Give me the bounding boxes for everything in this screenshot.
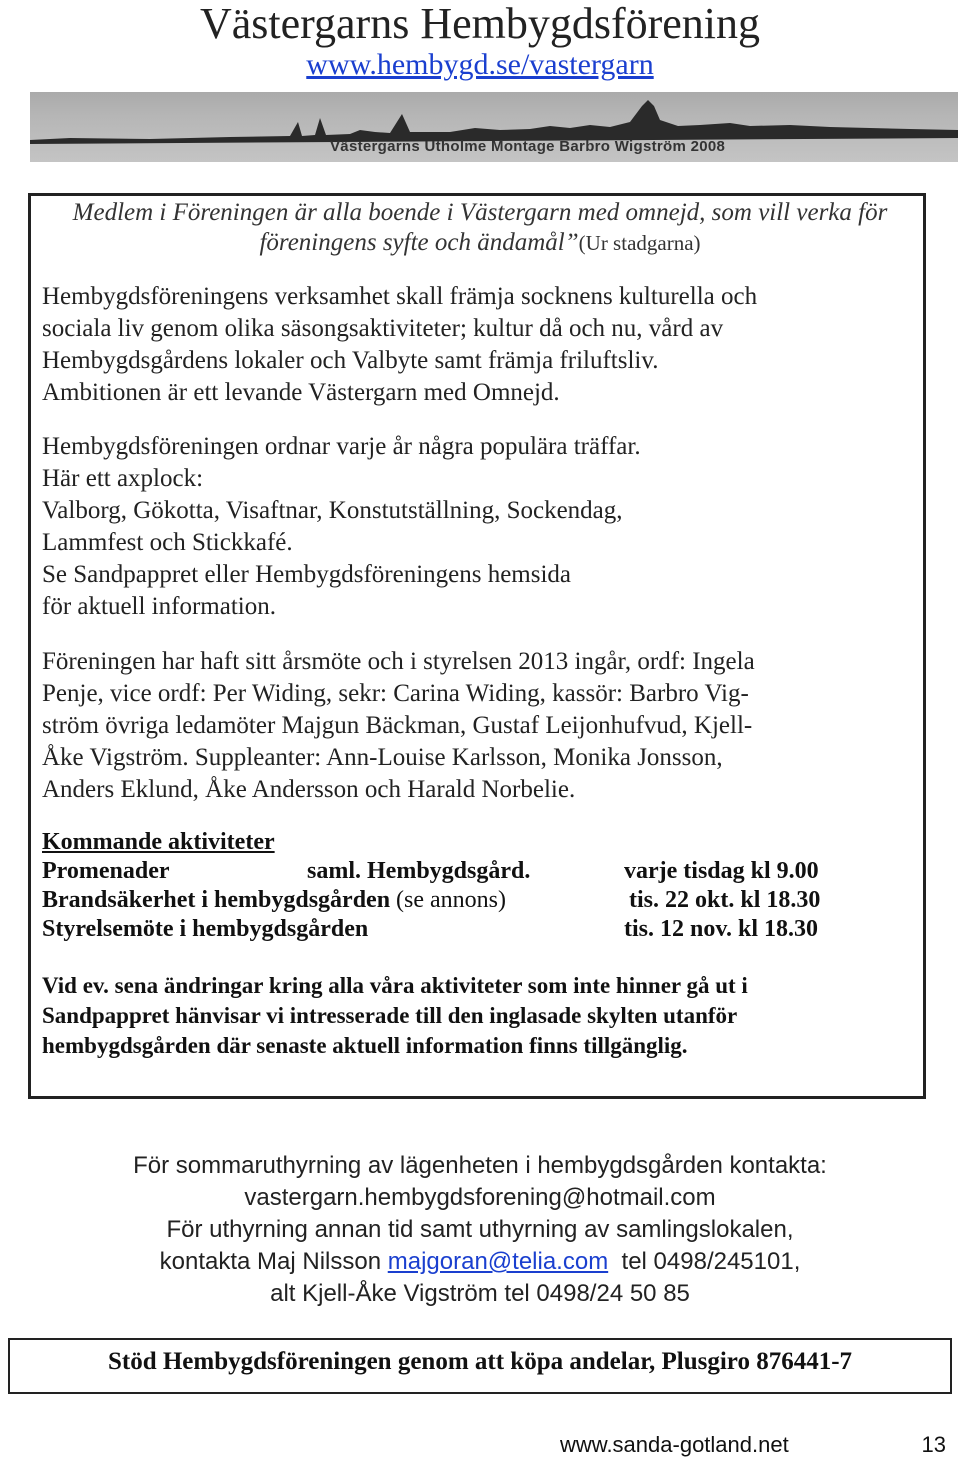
silhouette-banner-image xyxy=(30,92,958,162)
changes-notice xyxy=(42,971,912,1061)
contact-name: kontakta Maj Nilsson xyxy=(159,1248,382,1275)
activity-time: tis. 12 nov. kl 18.30 xyxy=(624,916,819,942)
activities-heading: Kommande aktiviteter xyxy=(42,829,275,855)
events-paragraph xyxy=(42,431,912,623)
text-line: Anders Eklund, Åke Andersson och Harald Norbelie. xyxy=(42,776,576,803)
activity-time: varje tisdag kl 9.00 xyxy=(624,858,819,884)
rental-contact xyxy=(0,1150,960,1310)
activity-row xyxy=(42,886,912,915)
intro-quote-source: (Ur stadgarna) xyxy=(578,231,701,255)
text-line: Föreningen har haft sitt årsmöte och i styrelsen 2013 ingår, ordf: Ingela xyxy=(42,648,755,675)
website-url xyxy=(0,48,960,82)
phone-number: tel 0498/245101, xyxy=(621,1248,801,1275)
activity-name: Promenader xyxy=(42,858,170,884)
text-line: sociala liv genom olika säsongsaktiviteter; kultur då och nu, vård av xyxy=(42,315,724,342)
footer-url: www.sanda-gotland.net xyxy=(560,1432,789,1457)
banner-caption: Västergarns Utholme Montage Barbro Wigström 2008 xyxy=(330,138,726,155)
activity-name: Styrelsemöte i hembygdsgården xyxy=(42,916,369,942)
activity-row xyxy=(42,915,912,944)
text-line: Hembygdsföreningens verksamhet skall främja socknens kulturella och xyxy=(42,283,758,310)
text-line: Se Sandpappret eller Hembygdsföreningens hemsida xyxy=(42,561,572,588)
text-line: Hembygdsföreningen ordnar varje år några populära träffar. xyxy=(42,433,641,460)
text-line: Här ett axplock: xyxy=(42,465,204,492)
activity-note: (se annons) xyxy=(396,887,507,913)
text-line: Penje, vice ordf: Per Widing, sekr: Carina Widing, kassör: Barbro Vig- xyxy=(42,680,749,707)
text-line xyxy=(0,1246,960,1278)
page-title: Västergarns Hembygdsförening xyxy=(199,0,761,48)
text-line: För uthyrning annan tid samt uthyrning av samlingslokalen, xyxy=(166,1216,794,1243)
text-line: Valborg, Gökotta, Visaftnar, Konstutställning, Sockendag, xyxy=(42,497,623,524)
text-line: Sandpappret hänvisar vi intresserade till den inglasade skylten utanför xyxy=(42,1003,738,1028)
support-banner: Stöd Hembygdsföreningen genom att köpa andelar, Plusgiro 876441-7 xyxy=(8,1338,952,1394)
text-line: ström övriga ledamöter Majgun Bäckman, Gustaf Leijonhufvud, Kjell- xyxy=(42,712,753,739)
website-link[interactable]: www.hembygd.se/vastergarn xyxy=(306,48,654,81)
text-line: alt Kjell-Åke Vigström tel 0498/24 50 85 xyxy=(270,1280,690,1307)
text-line: Vid ev. sena ändringar kring alla våra aktiviteter som inte hinner gå ut i xyxy=(42,973,748,998)
intro-quote-text: Medlem i Föreningen är alla boende i Västergarn med omnejd, som vill verka för föreningens syfte och ändamål” xyxy=(72,199,888,256)
email-link[interactable]: majgoran@telia.com xyxy=(387,1248,609,1275)
activities-section xyxy=(42,828,912,944)
activity-time: tis. 22 okt. kl 18.30 xyxy=(629,887,821,913)
text-line: för aktuell information. xyxy=(42,593,276,620)
text-line: Lammfest och Stickkafé. xyxy=(42,529,293,556)
activity-row xyxy=(42,857,912,886)
activity-name: Brandsäkerhet i hembygdsgården (se annons) xyxy=(42,887,507,913)
text-line: hembygdsgården där senaste aktuell information finns tillgänglig. xyxy=(42,1033,688,1058)
activity-place: saml. Hembygdsgård. xyxy=(307,858,531,884)
contact-email-text: vastergarn.hembygdsforening@hotmail.com xyxy=(244,1184,716,1211)
page-number: 13 xyxy=(921,1432,946,1457)
board-paragraph xyxy=(42,646,912,806)
text-line: För sommaruthyrning av lägenheten i hembygdsgården kontakta: xyxy=(133,1152,827,1179)
text-line: Åke Vigström. Suppleanter: Ann-Louise Karlsson, Monika Jonsson, xyxy=(42,744,723,771)
text-line: Ambitionen är ett levande Västergarn med Omnejd. xyxy=(42,379,560,406)
text-line: Hembygdsgårdens lokaler och Valbyte samt främja friluftsliv. xyxy=(42,347,659,374)
purpose-paragraph xyxy=(42,281,912,409)
intro-quote xyxy=(40,198,920,258)
